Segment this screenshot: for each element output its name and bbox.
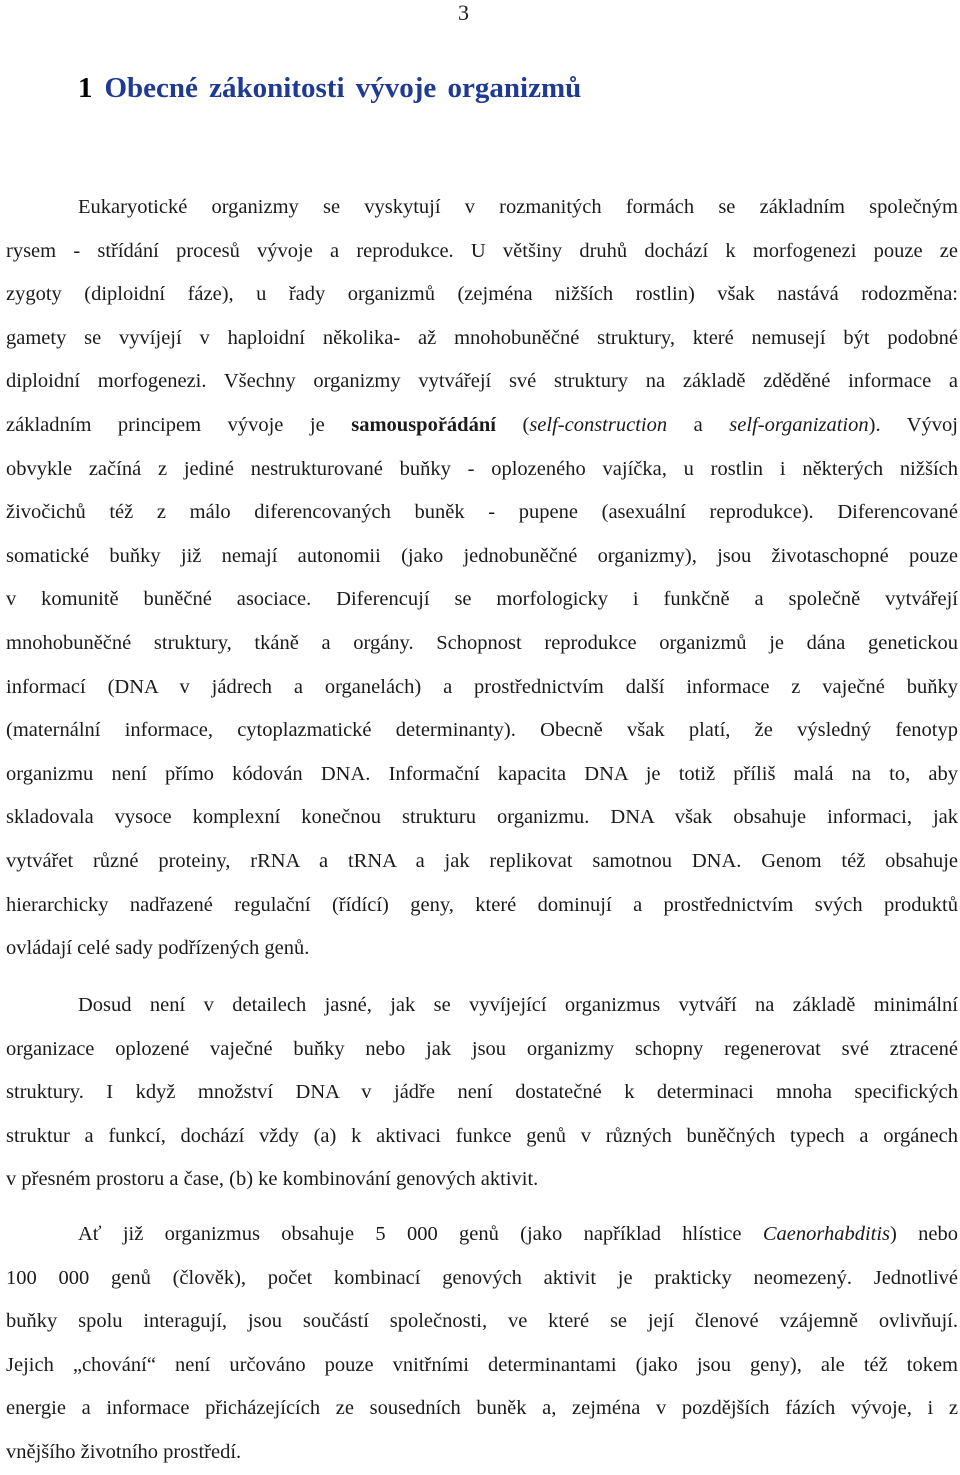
- chapter-title: Obecné zákonitosti vývoje organizmů: [104, 72, 582, 104]
- text-line: diploidní morfogenezi. Všechny organizmy vytvářejí své struktury na základě zděděné informace a: [6, 370, 958, 393]
- text-line: struktur a funkcí, dochází vždy (a) k aktivaci funkce genů v různých buněčných typech a orgánech: [6, 1124, 958, 1147]
- text-run: základním principem vývoje je: [6, 413, 352, 436]
- text-line: (maternální informace, cytoplazmatické determinanty). Obecně však platí, že výsledný fenotyp: [6, 719, 958, 742]
- paragraph-development-unclear: [6, 984, 958, 1202]
- text-line: 100 000 genů (člověk), počet kombinací genových aktivit je prakticky neomezený. Jednotlivé: [6, 1266, 958, 1289]
- text-line: hierarchicky nadřazené regulační (řídící) geny, které dominují a prostřednictvím svých produktů: [6, 893, 958, 916]
- chapter-number: 1: [78, 72, 93, 104]
- text-line: somatické buňky již nemají autonomii (jako jednobuněčné organizmy), jsou životaschopné pouze: [6, 544, 958, 567]
- paragraph-gene-combinations: [6, 1213, 958, 1475]
- chapter-heading: [78, 70, 581, 106]
- italic-term: Caenorhabditis: [762, 1223, 891, 1245]
- text-line: skladovala vysoce komplexní konečnou strukturu organizmu. DNA však obsahuje informaci, jak: [6, 806, 958, 829]
- text-line: informací (DNA v jádrech a organelách) a prostřednictvím další informace z vaječné buňky: [6, 675, 958, 698]
- text-run: a: [667, 413, 730, 436]
- text-line: Jejich „chování“ není určováno pouze vnitřními determinantami (jako jsou geny), ale též tokem: [6, 1353, 958, 1376]
- text-line: gamety se vyvíjejí v haploidní několika- až mnohobuněčné struktury, které nemusejí být podobné: [6, 326, 958, 349]
- text-line: obvykle začíná z jediné nestrukturované buňky - oplozeného vajíčka, u rostlin i některých nižších: [6, 457, 958, 480]
- text-line: v komunitě buněčné asociace. Diferencují se morfologicky i funkčně a společně vytvářejí: [6, 588, 958, 611]
- text-line: rysem - střídání procesů vývoje a reprodukce. U většiny druhů dochází k morfogenezi pouze ze: [6, 239, 958, 262]
- text-line: struktury. I když množství DNA v jádře není dostatečné k determinaci mnoha specifických: [6, 1081, 958, 1104]
- text-line: živočichů též z málo diferencovaných buněk - pupene (asexuální reprodukce). Diferencované: [6, 501, 958, 524]
- text-line: energie a informace přicházejících ze sousedních buněk a, zejména v pozdějších fázích vývoje, i z: [6, 1397, 958, 1420]
- text-run: Ať již organizmus obsahuje 5 000 genů (jako například hlístice: [78, 1223, 763, 1245]
- paragraph-eukaryotic-organisms: [6, 186, 958, 971]
- text-line: Eukaryotické organizmy se vyskytují v rozmanitých formách se základním společným: [78, 196, 958, 218]
- text-line: organizace oplozené vaječné buňky nebo jak jsou organizmy schopny regenerovat své ztracené: [6, 1037, 958, 1060]
- text-line: buňky spolu interagují, jsou součástí společnosti, ve které se její členové vzájemně ovlivňují.: [6, 1310, 958, 1333]
- text-line: [6, 404, 958, 448]
- italic-term: self-construction: [529, 413, 668, 436]
- text-line: organizmu není přímo kódován DNA. Informační kapacita DNA je totiž příliš malá na to, aby: [6, 762, 958, 785]
- text-line: Dosud není v detailech jasné, jak se vyvíjející organizmus vytváří na základě minimální: [78, 994, 958, 1016]
- text-line: ovládají celé sady podřízených genů.: [6, 937, 310, 960]
- text-run: ). Vývoj: [868, 413, 958, 436]
- text-line: v přesném prostoru a čase, (b) ke kombinování genových aktivit.: [6, 1168, 539, 1191]
- text-line: zygoty (diploidní fáze), u řady organizmů (zejména nižších rostlin) však nastává rodozměna:: [6, 283, 958, 306]
- bold-term: samouspořádání: [351, 413, 496, 436]
- text-line: mnohobuněčné struktury, tkáně a orgány. Schopnost reprodukce organizmů je dána genetickou: [6, 631, 958, 654]
- text-run: (: [495, 413, 530, 436]
- text-line: [6, 1213, 958, 1257]
- text-line: vytvářet různé proteiny, rRNA a tRNA a jak replikovat samotnou DNA. Genom též obsahuje: [6, 849, 958, 872]
- text-line: vnějšího životního prostředí.: [6, 1440, 242, 1463]
- text-run: ) nebo: [890, 1223, 958, 1245]
- italic-term: self-organization: [729, 413, 869, 436]
- page-number: 3: [458, 0, 469, 25]
